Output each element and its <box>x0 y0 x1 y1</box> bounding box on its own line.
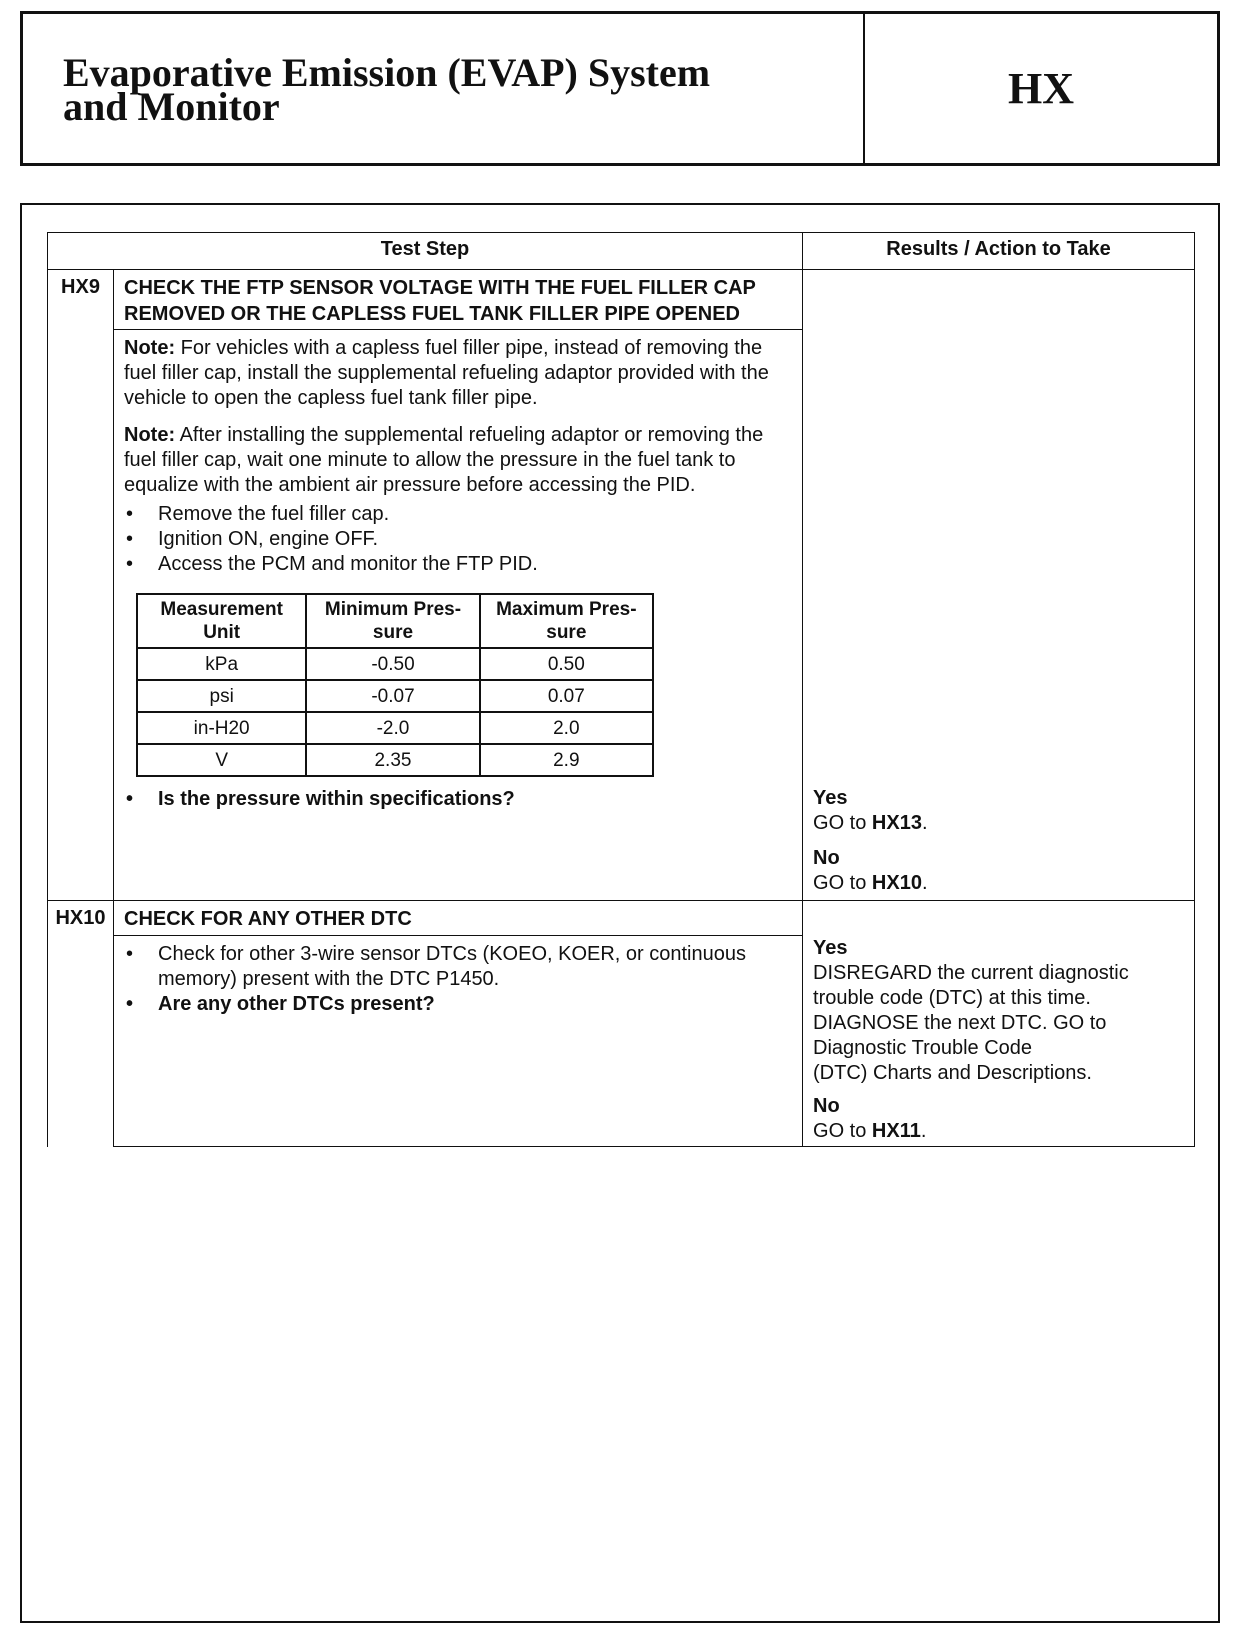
question-list <box>124 787 792 812</box>
spec-unit: kPa <box>137 648 306 680</box>
results-hx10 <box>803 901 1195 1147</box>
note-text: After installing the supplemental refueling adaptor or removing the fuel filler cap, wait one minute to allow the pressure in the fuel tank to equalize with the ambient air pressure before accessing the PID. <box>124 424 764 496</box>
step-title-hx9: CHECK THE FTP SENSOR VOLTAGE WITH THE FUEL FILLER CAP REMOVED OR THE CAPLESS FUEL TANK FILLER PIPE OPENED <box>124 277 756 325</box>
no-label: No <box>813 1095 840 1117</box>
spec-unit: psi <box>137 680 306 712</box>
yes-action-line: Diagnostic Trouble Code <box>813 1037 1033 1059</box>
punct: . <box>920 1120 927 1142</box>
yes-action-line: (DTC) Charts and Descriptions. <box>813 1062 1092 1084</box>
step-id-hx9: HX9 <box>48 270 114 901</box>
step-content-hx10 <box>114 901 803 1147</box>
yes-action-line: trouble code (DTC) at this time. <box>813 987 1091 1009</box>
action-text: GO to <box>813 872 872 894</box>
action-text: GO to <box>813 812 872 834</box>
list-item: • Is the pressure within specifications? <box>124 787 792 812</box>
table-row <box>137 712 653 744</box>
table-row <box>137 680 653 712</box>
procedure-list <box>124 942 792 1017</box>
spec-min: -2.0 <box>306 712 479 744</box>
pressure-spec-table <box>136 593 654 777</box>
spec-header-min: Minimum Pres-sure <box>306 594 479 648</box>
no-label: No <box>813 847 840 869</box>
results-hx9 <box>803 270 1195 901</box>
list-item: • Access the PCM and monitor the FTP PID. <box>124 552 792 577</box>
list-item: • Remove the fuel filler cap. <box>124 502 792 527</box>
section-title <box>63 50 843 129</box>
step-row-hx9 <box>48 270 1195 901</box>
spec-min: -0.07 <box>306 680 479 712</box>
note-text: For vehicles with a capless fuel filler pipe, instead of removing the fuel filler cap, install the supplemental refueling adaptor provided with the vehicle to open the capless fuel tank filler pipe. <box>124 337 769 409</box>
punct: . <box>921 812 928 834</box>
step-title-hx10: CHECK FOR ANY OTHER DTC <box>124 908 412 930</box>
goto-target: HX11 <box>871 1120 921 1142</box>
yes-action-line: DISREGARD the current diagnostic <box>813 962 1129 984</box>
results-block-hx10 <box>813 936 1188 1144</box>
table-row <box>137 744 653 776</box>
goto-target: HX13 <box>871 812 922 834</box>
punct: . <box>921 872 928 894</box>
note-label: Note: <box>124 424 176 446</box>
goto-target: HX10 <box>871 872 922 894</box>
no-action <box>813 1119 1188 1144</box>
list-item: • Are any other DTCs present? <box>124 992 792 1017</box>
spec-max: 0.07 <box>480 680 653 712</box>
spec-max: 2.9 <box>480 744 653 776</box>
step-content-hx9 <box>114 270 803 901</box>
spec-min: 2.35 <box>306 744 479 776</box>
spec-unit: in-H20 <box>137 712 306 744</box>
step-body-hx10 <box>114 935 802 1146</box>
no-action <box>813 871 1188 896</box>
col-header-results: Results / Action to Take <box>803 233 1195 270</box>
spec-max: 2.0 <box>480 712 653 744</box>
spec-header-row <box>137 594 653 648</box>
spec-unit: V <box>137 744 306 776</box>
step-row-hx10 <box>48 901 1195 1147</box>
note-wait <box>124 423 792 498</box>
section-title-line1: Evaporative Emission (EVAP) System <box>63 50 711 95</box>
step-body-hx9 <box>114 329 802 816</box>
page-header <box>20 11 1220 166</box>
spec-max: 0.50 <box>480 648 653 680</box>
spec-min: -0.50 <box>306 648 479 680</box>
spec-header-max: Maximum Pres-sure <box>480 594 653 648</box>
section-title-line2: and Monitor <box>63 84 280 129</box>
action-text: GO to <box>813 1120 872 1142</box>
results-block-hx9 <box>813 786 1188 896</box>
test-step-table <box>47 232 1195 1147</box>
list-item: • Ignition ON, engine OFF. <box>124 527 792 552</box>
note-label: Note: <box>124 337 176 359</box>
yes-action <box>813 811 1188 836</box>
yes-label: Yes <box>813 937 848 959</box>
yes-action-line: DIAGNOSE the next DTC. GO to <box>813 1012 1107 1034</box>
col-header-test-step: Test Step <box>48 233 803 270</box>
list-item: • Check for other 3-wire sensor DTCs (KOEO, KOER, or continuous memory) present with the DTC P1450. <box>124 942 792 992</box>
yes-label: Yes <box>813 787 848 809</box>
step-id-hx10: HX10 <box>48 901 114 1147</box>
table-row <box>137 648 653 680</box>
note-capless <box>124 336 792 411</box>
table-header-row <box>48 233 1195 270</box>
procedure-list <box>124 502 792 577</box>
spec-header-unit: Measurement Unit <box>137 594 306 648</box>
section-code: HX <box>1008 64 1074 113</box>
